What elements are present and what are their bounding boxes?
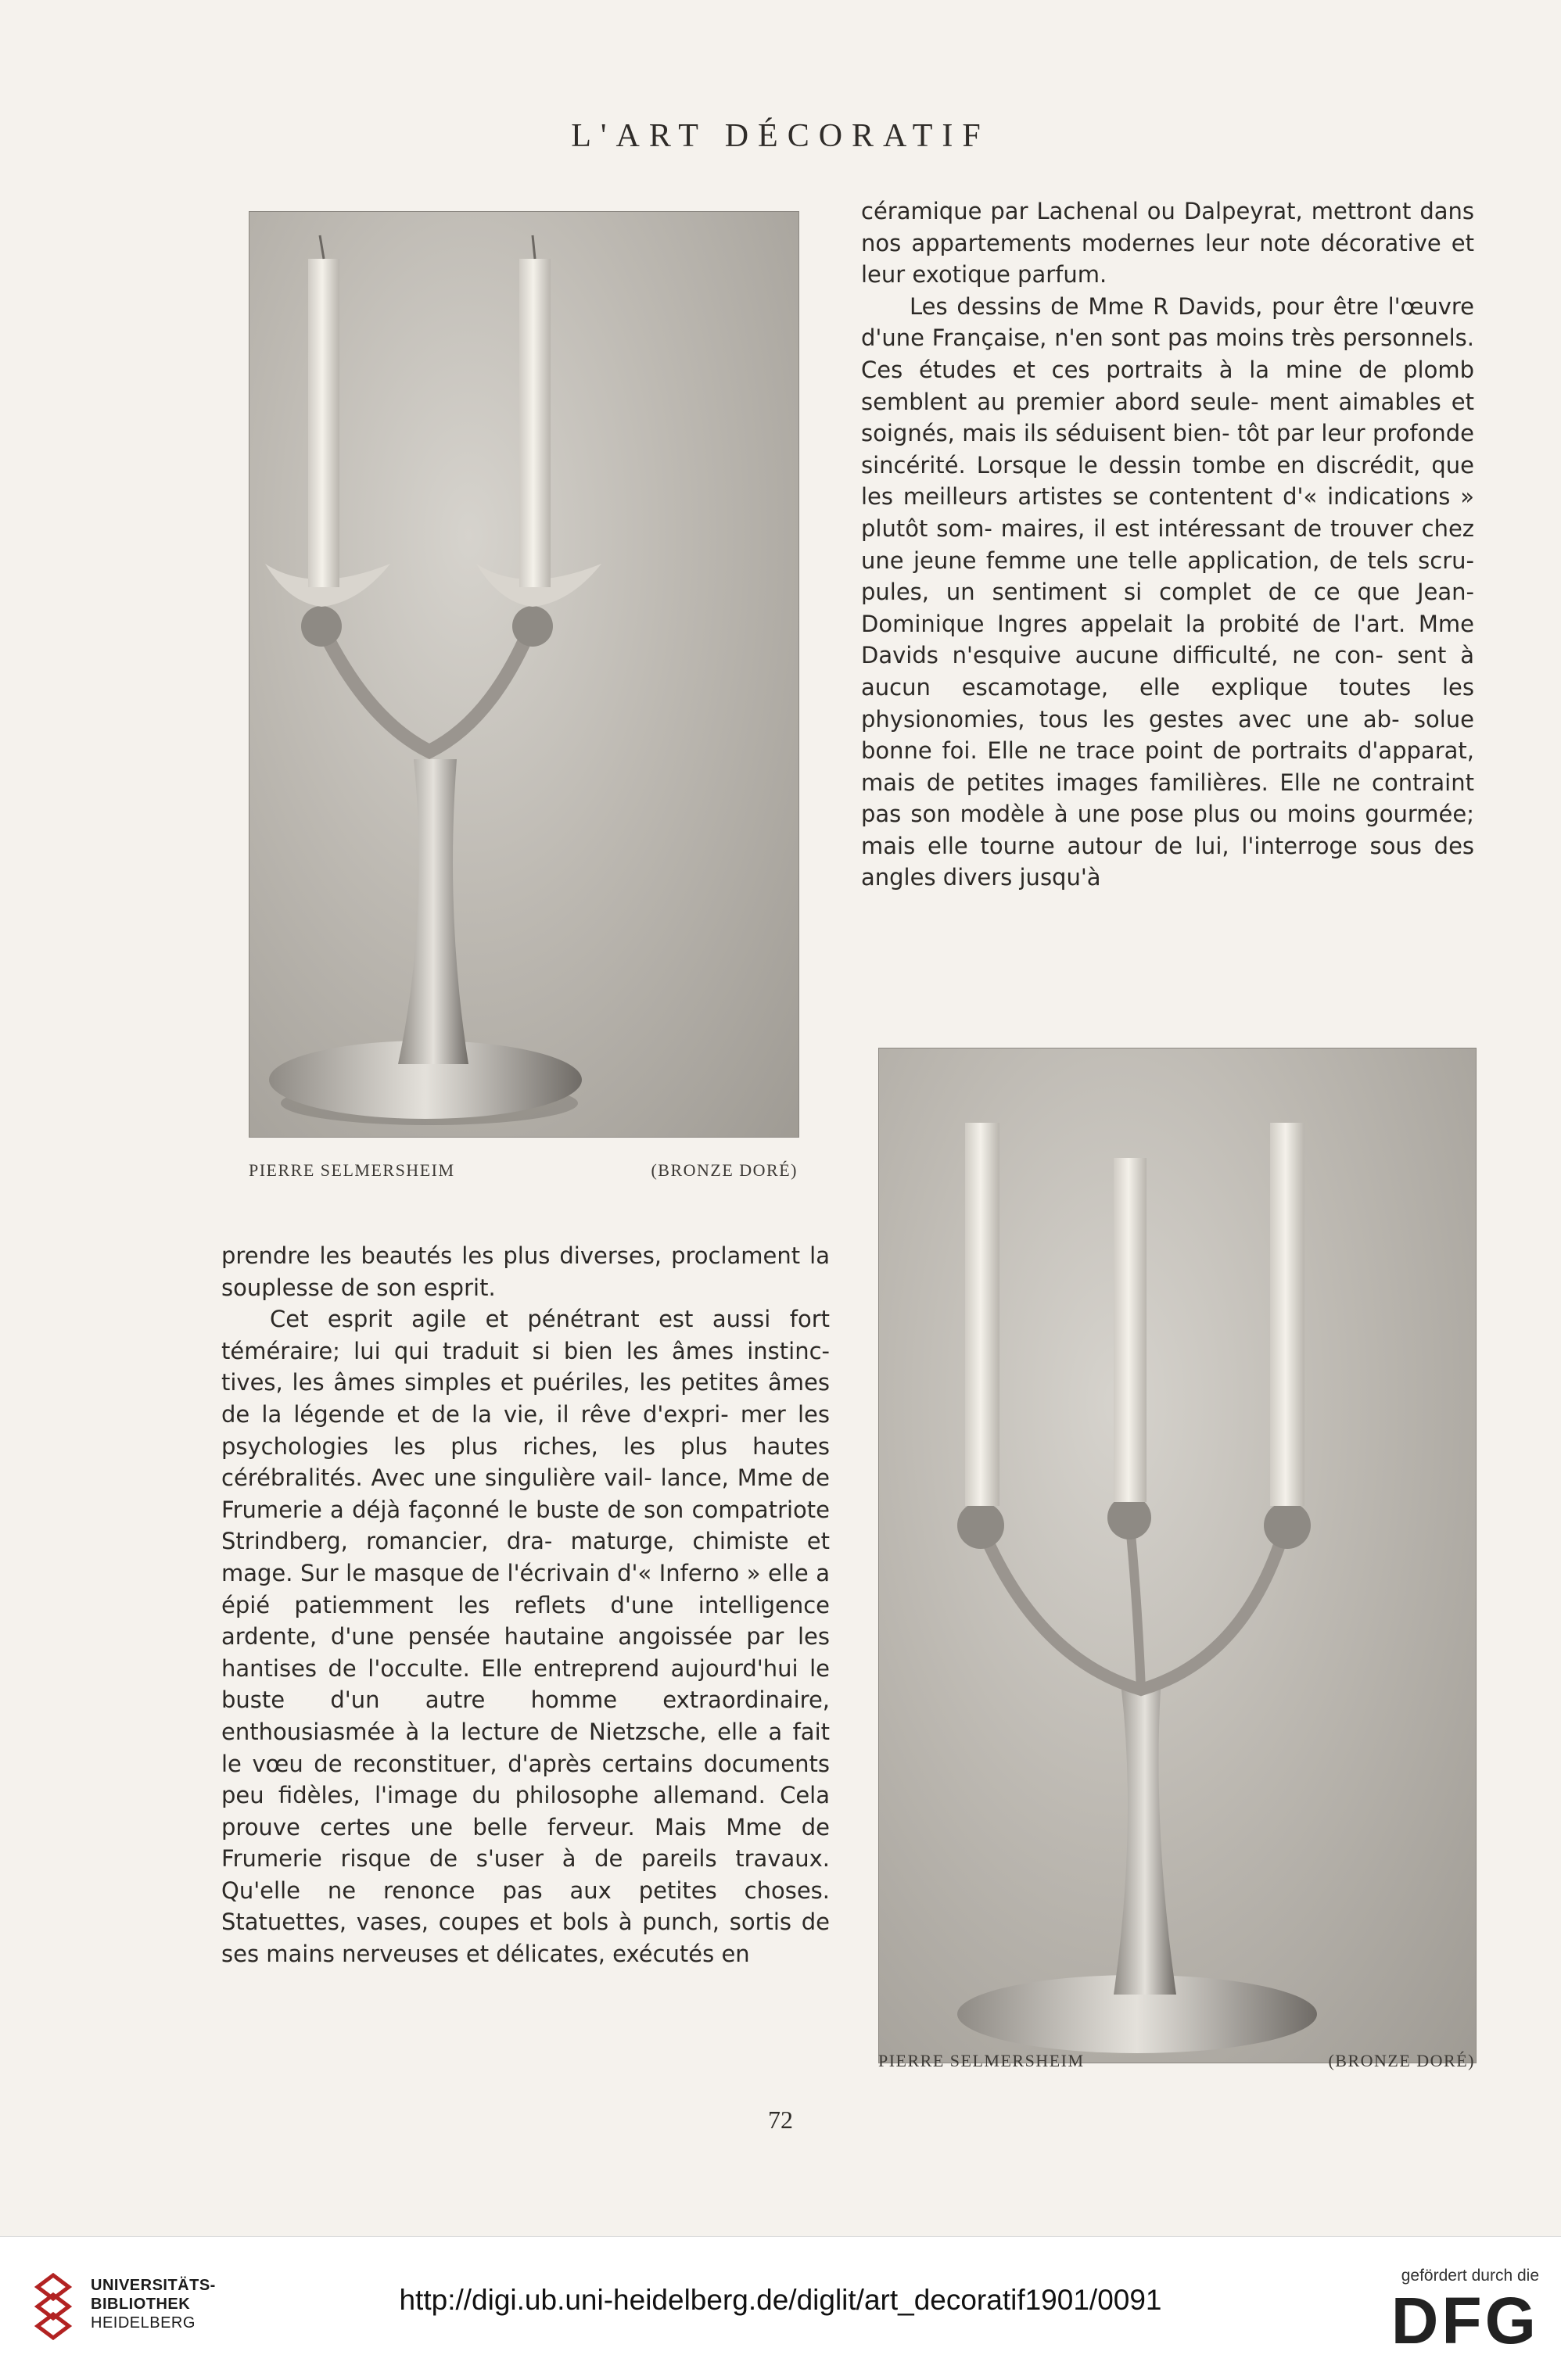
text-line: l'occulte. Elle entreprend aujourd'hui le buste: [221, 1654, 830, 1714]
text-line: tôt par leur profonde sincérité. Lorsque le: [861, 420, 1475, 479]
text-line: sent à aucun escamotage, elle explique toutes: [861, 642, 1474, 701]
text-line: prouve certes une belle ferveur. Mais Mme de: [221, 1813, 830, 1841]
plate-1-artist: PIERRE SELMERSHEIM: [249, 1160, 455, 1180]
text-line: maturge, chimiste et mage. Sur le masque: [221, 1528, 831, 1586]
sponsor-label: gefördert durch die: [1401, 2267, 1539, 2285]
text-line: la souplesse de son esprit.: [221, 1242, 830, 1301]
permalink-url[interactable]: http://digi.ub.uni-heidelberg.de/diglit/art_decoratif1901/0091: [399, 2284, 1162, 2316]
running-head: L'ART DÉCORATIF: [571, 118, 990, 154]
text-line: Qu'elle ne renonce pas aux petites choses.: [221, 1876, 830, 1904]
text-line: très personnels. Ces études et ces portraits à la: [861, 324, 1474, 383]
text-line: Dominique Ingres appelait la probité de l'art.: [861, 610, 1406, 637]
digitization-footer: [0, 2236, 1561, 2380]
text-line: de l'écrivain d'« Inferno » elle a épié patiemment: [221, 1559, 831, 1618]
candlestick-photo: [249, 212, 798, 1137]
text-line: dans nos appartements modernes leur note: [861, 198, 1475, 256]
paragraph: [221, 1240, 830, 1303]
plate-1-material: (BRONZE DORÉ): [651, 1160, 798, 1180]
plate-2-material: (BRONZE DORÉ): [1328, 2051, 1475, 2070]
text-line: décorative et leur exotique parfum.: [861, 229, 1475, 289]
paragraph: [861, 291, 1474, 894]
text-line: plus ou moins gourmée; mais elle tourne autour: [861, 801, 1475, 859]
text-line: tives, les âmes simples et puériles, les petites: [221, 1369, 759, 1396]
text-line: dessin tombe en discrédit, que les meilleurs: [861, 451, 1474, 511]
text-line: âmes de la légende et de la vie, il rêve d'expri-: [221, 1369, 831, 1428]
text-line: pules, un sentiment si complet de ce que Jean-: [861, 579, 1474, 606]
text-column-left: [221, 1240, 830, 1970]
text-line: prendre les beautés les plus diverses, proclament: [221, 1242, 801, 1269]
plate-2-artist: PIERRE SELMERSHEIM: [878, 2051, 1085, 2070]
text-line: lance, Mme de Frumerie a déjà façonné le buste: [221, 1464, 830, 1523]
text-line: céramique par Lachenal ou Dalpeyrat, mettront: [861, 198, 1412, 224]
plate-1-caption: [249, 1160, 798, 1181]
text-line: d'apparat, mais de petites images familières.: [861, 737, 1474, 796]
plate-three-branch-candlestick: [878, 1048, 1477, 2063]
text-line: ment aimables et soignés, mais ils séduisent bien-: [861, 388, 1474, 447]
dfg-logo[interactable]: DFG: [1391, 2284, 1539, 2357]
text-line: Statuettes, vases, coupes et bols à punch, sortis: [221, 1909, 792, 1936]
plate-two-branch-candlestick: [249, 211, 799, 1138]
page-number: 72: [768, 2106, 793, 2134]
text-line: mine de plomb semblent au premier abord seule-: [861, 356, 1475, 415]
text-line: les physionomies, tous les gestes avec une ab-: [861, 673, 1474, 733]
text-line: artistes se contentent d'« indications » plutôt som-: [861, 483, 1475, 542]
text-line: Cet esprit agile et pénétrant est aussi fort: [270, 1306, 830, 1333]
text-line: Elle ne contraint pas son modèle à une pose: [861, 769, 1474, 828]
text-line: fidèles, l'image du philosophe allemand. Cela: [278, 1782, 830, 1809]
text-line: téméraire; lui qui traduit si bien les âmes instinc-: [221, 1337, 830, 1364]
text-column-right: [861, 195, 1474, 894]
text-line: hautes cérébralités. Avec une singulière vail-: [221, 1432, 831, 1492]
text-line: pensée hautaine angoissée par les hantises de: [221, 1623, 830, 1682]
text-line: reconstituer, d'après certains documents peu: [221, 1750, 830, 1809]
sponsor-block: [1304, 2267, 1539, 2356]
library-name: UNIVERSITÄTS- BIBLIOTHEK HEIDELBERG: [91, 2277, 216, 2332]
text-line: Les dessins de Mme R Davids, pour être: [910, 292, 1379, 320]
text-line: mer les psychologies les plus riches, les plus: [221, 1400, 831, 1460]
candelabra-photo: [879, 1048, 1476, 2063]
paragraph: [861, 195, 1474, 291]
text-line: à la lecture de Nietzsche, elle a fait le vœu de: [221, 1718, 830, 1777]
paragraph: [221, 1303, 830, 1970]
text-line: Frumerie risque de s'user à de pareils travaux.: [221, 1845, 830, 1873]
text-line: de son compatriote Strindberg, romancier, dra-: [221, 1496, 831, 1555]
text-line: jeune femme une telle application, de tels scru-: [913, 547, 1475, 574]
text-line: Mme Davids n'esquive aucune difficulté, ne con-: [861, 610, 1474, 669]
text-line: de lui, l'interroge sous des angles divers jusqu'à: [861, 832, 1475, 891]
text-line: solue bonne foi. Elle ne trace point de portraits: [861, 705, 1474, 765]
text-line: maires, il est intéressant de trouver chez une: [861, 514, 1475, 574]
text-line: l'œuvre d'une Française, n'en sont pas moins: [861, 292, 1474, 352]
text-line: d'un autre homme extraordinaire, enthousiasmée: [221, 1686, 831, 1745]
plate-2-caption: [878, 2051, 1475, 2071]
text-line: de ses mains nerveuses et délicates, exécutés en: [221, 1909, 830, 1968]
text-line: les reflets d'une intelligence ardente, d'une: [221, 1591, 830, 1651]
